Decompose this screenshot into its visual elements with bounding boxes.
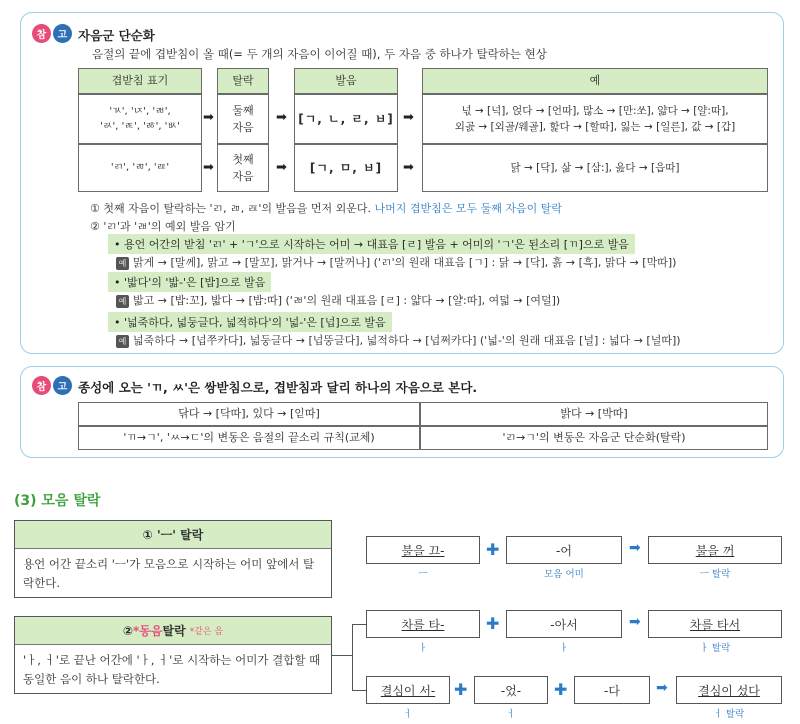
rule-2-heading-suffix: 탈락 xyxy=(162,624,186,638)
connector-line xyxy=(352,624,366,625)
result-text: 불을 꺼 xyxy=(695,543,735,558)
arrow-right-icon: ➡ xyxy=(203,160,214,175)
ending-box: -었- xyxy=(474,676,548,704)
example-3 xyxy=(116,332,681,348)
plus-icon: ✚ xyxy=(454,680,468,699)
note-1-blue: 나머지 겹받침은 모두 둘째 자음이 탈락 xyxy=(374,202,563,215)
example-1-text: 맑게 → [말께], 맑고 → [말꼬], 맑거나 → [말꺼나] ('ㄺ'의 원래 대표음 [ㄱ] : 닭 → [닥], 흙 → [흑], 맑다 → [막따]) xyxy=(133,256,677,269)
plus-icon: ✚ xyxy=(486,614,500,633)
row1-drop: 둘째 자음 xyxy=(217,94,269,144)
box2-right-bottom: 'ㄺ→ㄱ'의 변동은 자음군 단순화(탈락) xyxy=(420,426,768,450)
note-1-main: ① 첫째 자음이 탈락하는 'ㄺ, ㄻ, ㄿ'의 발음을 먼저 외운다. xyxy=(90,202,372,215)
stem-text: 결심이 서- xyxy=(380,683,436,698)
arrow-right-icon: ➡ xyxy=(203,110,214,125)
example-2 xyxy=(116,292,560,308)
rule-2-heading xyxy=(15,617,331,645)
example-3-text: 넓죽하다 → [넙쭈카다], 넓둥글다 → [넙뚱글다], 넓적하다 → [넙쩌카다] ('넓-'의 원래 대표음 [널] : 넓다 → [널따]) xyxy=(133,334,681,347)
row2-spelling: 'ㄺ', 'ㄻ', 'ㄿ' xyxy=(78,144,202,192)
box2-title: 종성에 오는 'ㄲ, ㅆ'은 쌍받침으로, 겹받침과 달리 하나의 자음으로 본다. xyxy=(78,380,478,395)
rule-1-heading: ① 'ㅡ' 탈락 xyxy=(15,521,331,549)
stem-box xyxy=(366,536,480,564)
arrow-right-icon: ➡ xyxy=(276,110,287,125)
arrow-right-icon: ➡ xyxy=(656,680,668,696)
arrow-right-icon: ➡ xyxy=(629,614,641,630)
header-spelling: 겹받침 표기 xyxy=(78,68,202,94)
result-annotation: ㅏ 탈락 xyxy=(699,643,731,654)
example-1 xyxy=(116,254,676,270)
note-1 xyxy=(90,200,562,216)
rule-1-body: 용언 어간 끝소리 'ㅡ'가 모음으로 시작하는 어미 앞에서 탈락한다. xyxy=(23,557,315,590)
ending-box: -다 xyxy=(574,676,650,704)
rule-2-box xyxy=(14,616,332,694)
note-2: ② 'ㄺ'과 'ㄼ'의 예외 발음 암기 xyxy=(90,220,236,233)
row1-examples: 넋 → [넉], 얹다 → [언따], 많소 → [만:쏘], 얇다 → [얄:따], 외곬 → [외골/웨골], 핥다 → [할따], 잃는 → [일른], 값 → [갑] xyxy=(422,94,768,144)
stem-box xyxy=(366,610,480,638)
header-examples: 예 xyxy=(422,68,768,94)
box1-title: 자음군 단순화 xyxy=(78,28,155,43)
ending-annotation: ㅓ xyxy=(506,709,516,720)
row1-pronunciation: [ㄱ, ㄴ, ㄹ, ㅂ] xyxy=(294,94,398,144)
highlight-rule-2: • '밟다'의 '밟-'은 [밥]으로 발음 xyxy=(108,272,271,292)
header-drop: 탈락 xyxy=(217,68,269,94)
rule-2-footnote: *같은 음 xyxy=(189,627,224,637)
ending-box: -어 xyxy=(506,536,622,564)
badge-char-2: 고 xyxy=(53,376,72,395)
arrow-right-icon: ➡ xyxy=(403,160,414,175)
arrow-right-icon: ➡ xyxy=(276,160,287,175)
box1-description: 음절의 끝에 겹받침이 올 때(= 두 개의 자음이 이어질 때), 두 자음 중 하나가 탈락하는 현상 xyxy=(92,47,547,61)
connector-line xyxy=(332,655,352,656)
arrow-right-icon: ➡ xyxy=(403,110,414,125)
stem-text: 차를 타- xyxy=(401,617,445,632)
row2-examples: 닭 → [닥], 삶 → [삼:], 읊다 → [읍따] xyxy=(422,144,768,192)
stem-text: 불을 끄- xyxy=(401,543,445,558)
rule-2-body: 'ㅏ, ㅓ'로 끝난 어간에 'ㅏ, ㅓ'로 시작하는 어미가 결합할 때 동일한 음이 하나 탈락한다. xyxy=(23,653,321,686)
header-pronunciation: 발음 xyxy=(294,68,398,94)
badge-char-1: 참 xyxy=(32,376,51,395)
box2-left-top: 닦다 → [닥따], 있다 → [읻따] xyxy=(78,402,420,426)
ending-box: -아서 xyxy=(506,610,622,638)
badge-char-1: 참 xyxy=(32,24,51,43)
stem-annotation: ㅓ xyxy=(403,709,413,720)
arrow-right-icon: ➡ xyxy=(629,540,641,556)
row1-spelling: 'ㄳ', 'ㄵ', 'ㄼ', 'ㄽ', 'ㄾ', 'ㅀ', 'ㅄ' xyxy=(78,94,202,144)
highlight-rule-3: • '넓죽하다, 넓둥글다, 넓적하다'의 '넓-'은 [넙]으로 발음 xyxy=(108,312,392,332)
example-icon: 예 xyxy=(116,257,129,270)
rule-2-heading-keyword: *동음 xyxy=(133,624,163,638)
result-text: 결심이 섰다 xyxy=(698,683,760,698)
result-annotation: ㅡ 탈락 xyxy=(699,569,731,580)
result-box xyxy=(676,676,782,704)
badge-char-2: 고 xyxy=(53,24,72,43)
ending-annotation: ㅏ xyxy=(559,643,569,654)
connector-line xyxy=(352,690,366,691)
row2-pronunciation: [ㄱ, ㅁ, ㅂ] xyxy=(294,144,398,192)
result-text: 차를 타서 xyxy=(689,617,741,632)
stem-box xyxy=(366,676,450,704)
reference-badge xyxy=(32,24,72,43)
stem-annotation: ㅏ xyxy=(418,643,428,654)
box2-left-bottom: 'ㄲ→ㄱ', 'ㅆ→ㄷ'의 변동은 음절의 끝소리 규칙(교체) xyxy=(78,426,420,450)
row2-drop: 첫째 자음 xyxy=(217,144,269,192)
rule-2-heading-num: ② xyxy=(122,623,134,638)
example-icon: 예 xyxy=(116,335,129,348)
example-2-text: 밟고 → [밥:꼬], 밟다 → [밥:따] ('ㄼ'의 원래 대표음 [ㄹ] : 얇다 → [얄:따], 여덟 → [여덜]) xyxy=(133,294,561,307)
plus-icon: ✚ xyxy=(554,680,568,699)
result-box xyxy=(648,536,782,564)
section-title: (3) 모음 탈락 xyxy=(14,493,101,509)
reference-badge xyxy=(32,376,72,395)
result-annotation: ㅓ 탈락 xyxy=(713,709,745,720)
plus-icon: ✚ xyxy=(486,540,500,559)
highlight-rule-1: • 용언 어간의 받침 'ㄺ' + 'ㄱ'으로 시작하는 어미 → 대표음 [ㄹ] 발음 + 어미의 'ㄱ'은 된소리 [ㄲ]으로 발음 xyxy=(108,234,635,254)
result-box xyxy=(648,610,782,638)
box2-right-top: 밝다 → [박따] xyxy=(420,402,768,426)
example-icon: 예 xyxy=(116,295,129,308)
ending-annotation: 모음 어미 xyxy=(544,569,584,580)
stem-annotation: ㅡ xyxy=(418,569,428,580)
connector-line xyxy=(352,624,353,691)
rule-1-box xyxy=(14,520,332,598)
